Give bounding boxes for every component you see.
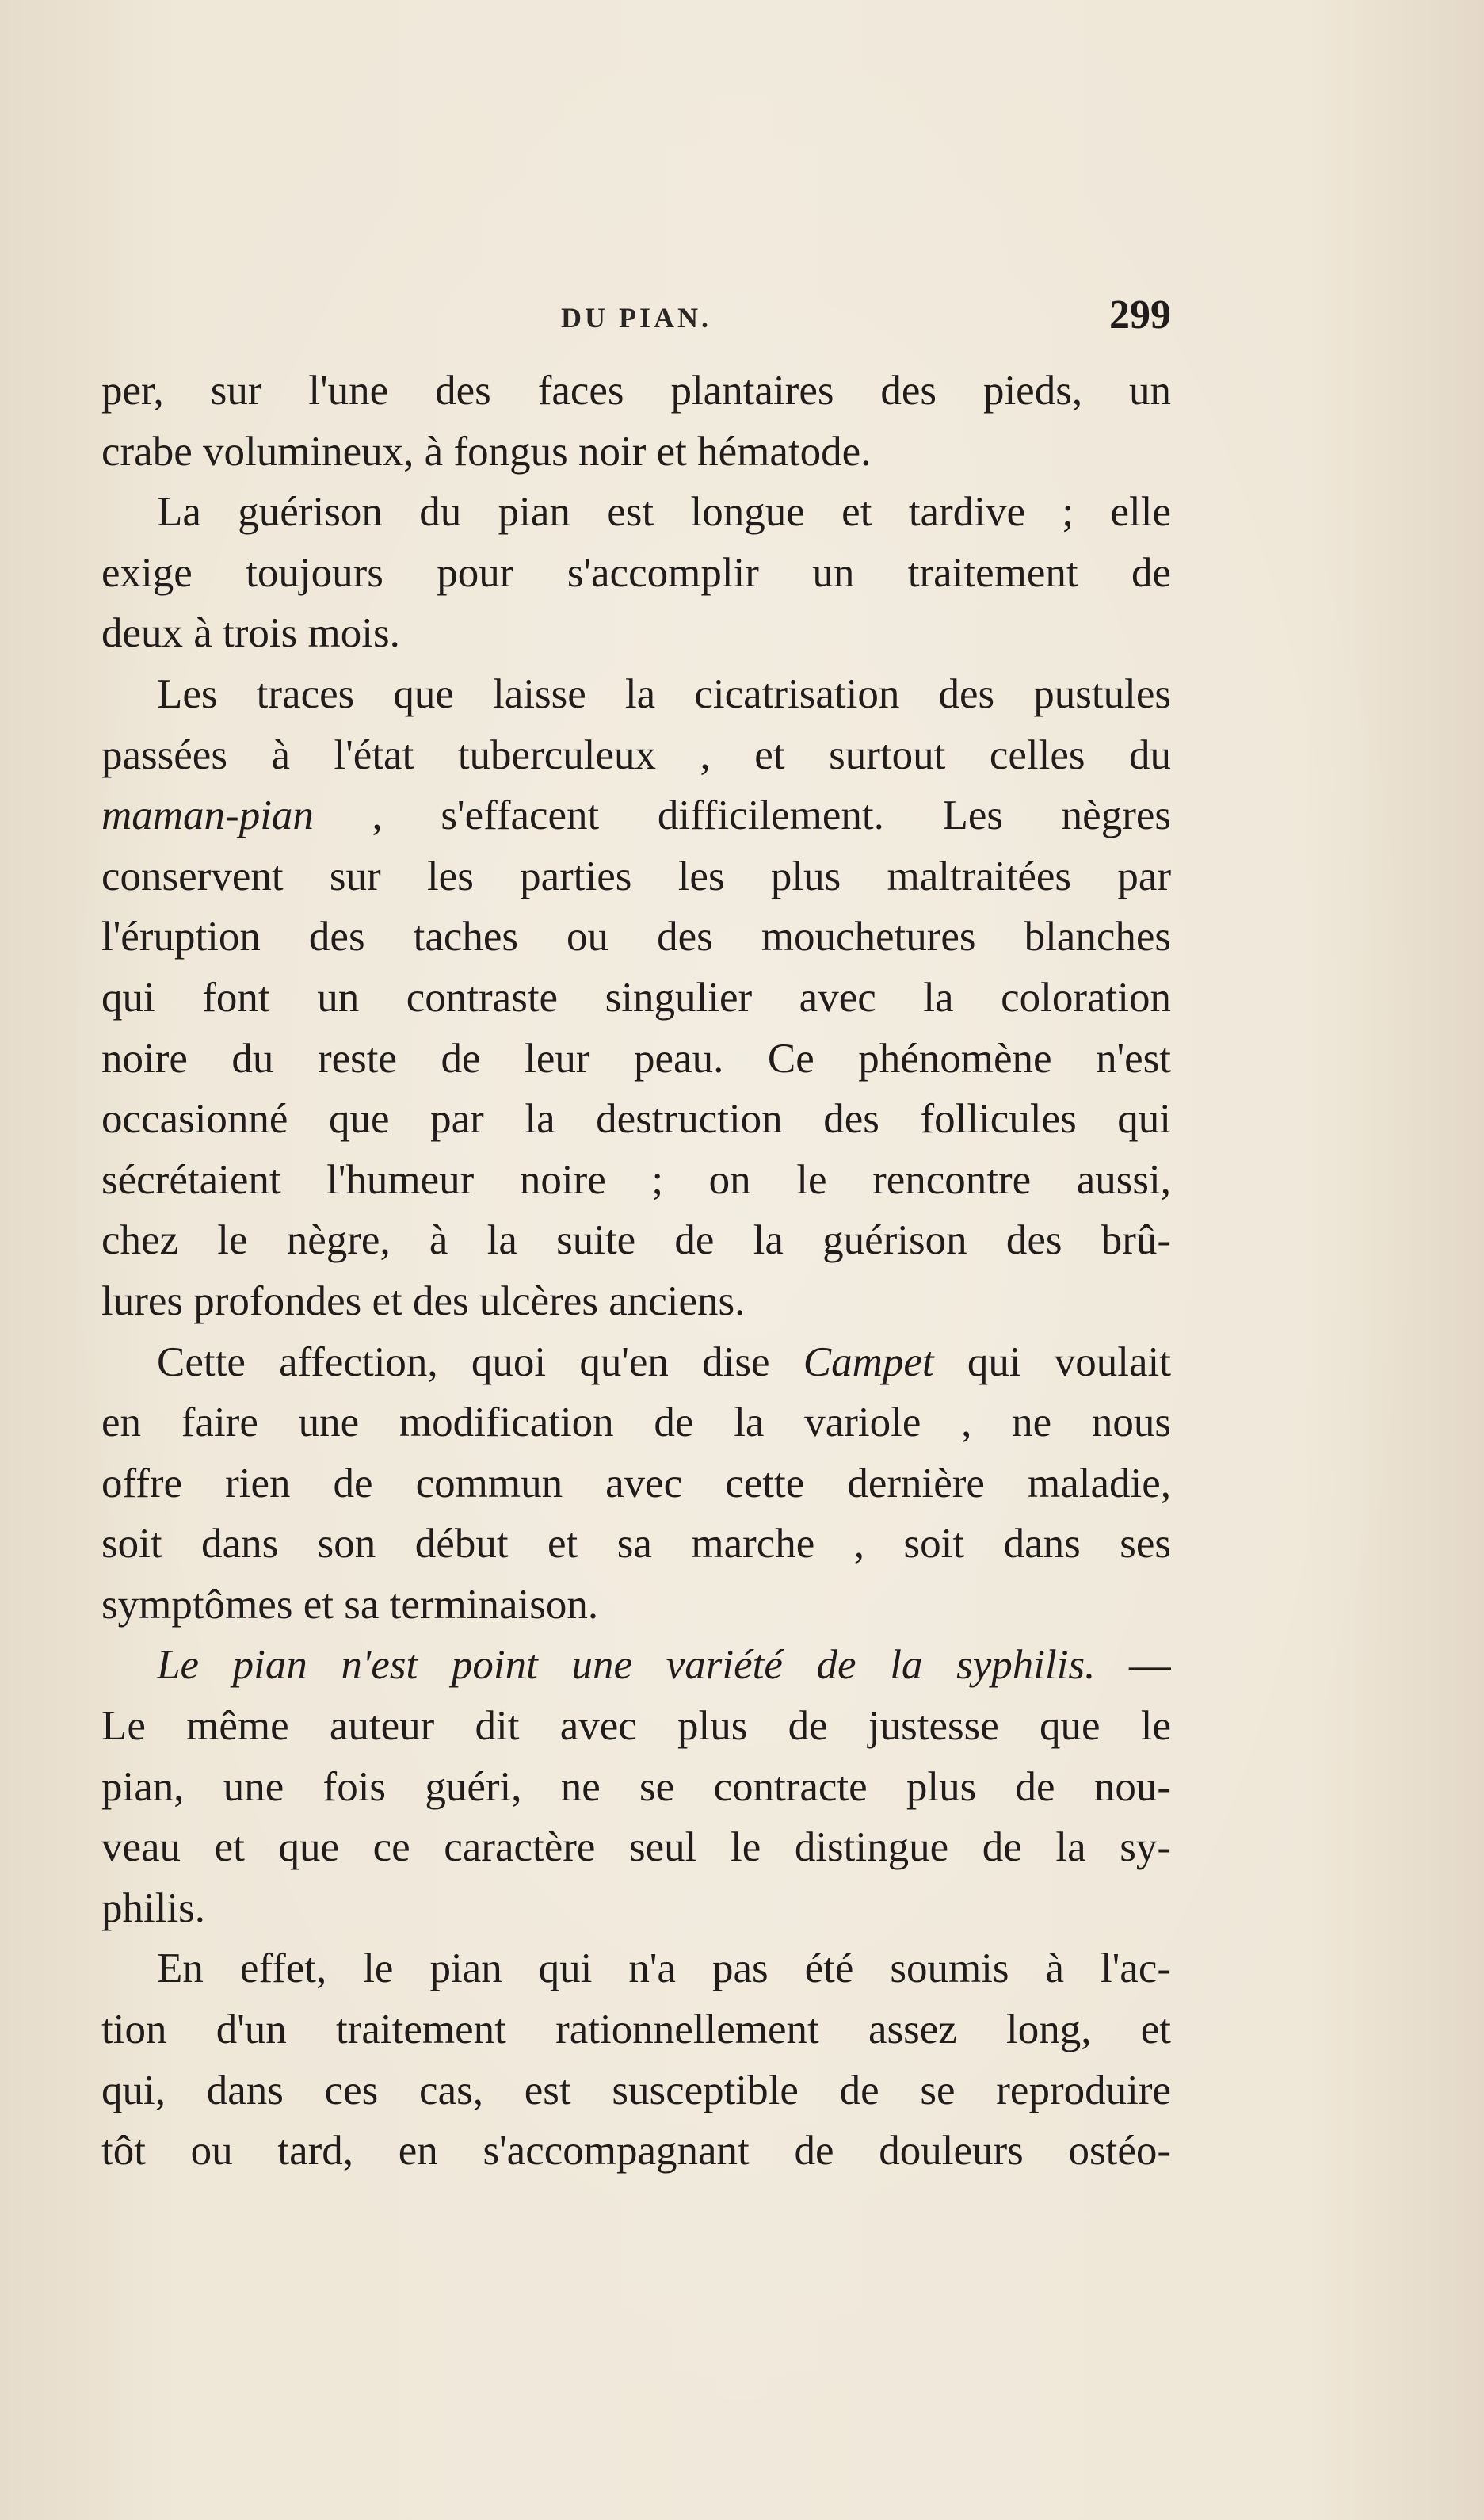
text-line: Le même auteur dit avec plus de justesse que le [101,1703,1171,1750]
text-line: exige toujours pour s'accomplir un traitement de [101,549,1171,596]
text-line: offre rien de commun avec cette dernière maladie, [101,1460,1171,1506]
text-line: sécrétaient l'humeur noire ; on le rencontre aussi, [101,1156,1171,1203]
text-line [101,1332,1171,1393]
text-line: l'éruption des taches ou des mouchetures blanches [101,914,1171,960]
text-fragment: — [1095,1642,1171,1689]
text-line: crabe volumineux, à fongus noir et hématode. [101,428,872,475]
text-line: chez le nègre, à la suite de la guérison des brû- [101,1217,1171,1264]
text-line: noire du reste de leur peau. Ce phénomène n'est [101,1035,1171,1082]
text-line: deux à trois mois. [101,610,400,657]
body-text [101,361,1171,2182]
text-fragment: qui voulait [933,1338,1171,1385]
text-line: tôt ou tard, en s'accompagnant de douleurs ostéo- [101,2128,1171,2174]
text-line: conservent sur les parties les plus maltraitées par [101,853,1171,899]
text-line: qui, dans ces cas, est susceptible de se reproduire [101,2067,1171,2113]
text-line: soit dans son début et sa marche , soit dans ses [101,1521,1171,1567]
text-line: pian, une fois guéri, ne se contracte plus de nou- [101,1763,1171,1810]
text-fragment: Cette affection, quoi qu'en dise [157,1338,803,1385]
text-line: tion d'un traitement rationnellement assez long, et [101,2006,1171,2053]
text-line [101,785,1171,846]
italic-term: maman-pian [101,792,314,839]
text-line: philis. [101,1884,206,1931]
italic-section-heading: Le pian n'est point une variété de la syphilis. [157,1642,1096,1689]
paragraph-5 [101,1635,1171,1938]
paragraph-2 [101,482,1171,664]
text-line: symptômes et sa terminaison. [101,1581,599,1628]
text-line: passées à l'état tuberculeux , et surtout celles du [101,731,1171,778]
text-fragment: , s'effacent difficilement. Les nègres [313,792,1171,839]
text-line: occasionné que par la destruction des follicules qui [101,1096,1171,1143]
text-line: La guérison du pian est longue et tardive ; elle [157,489,1171,536]
text-line: Les traces que laisse la cicatrisation des pustules [157,670,1171,717]
page-number: 299 [1109,292,1171,338]
running-header [101,292,1171,347]
text-line: lures profondes et des ulcères anciens. [101,1277,746,1324]
paragraph-1 [101,361,1171,482]
text-line: En effet, le pian qui n'a pas été soumis à l'ac- [157,1945,1171,1992]
text-line: veau et que ce caractère seul le distingue de la sy- [101,1824,1171,1871]
text-line: per, sur l'une des faces plantaires des pieds, un [101,368,1171,414]
paragraph-3 [101,664,1171,1332]
paragraph-6 [101,1938,1171,2181]
italic-author-name: Campet [803,1338,934,1385]
text-line: qui font un contraste singulier avec la coloration [101,974,1171,1021]
paragraph-4 [101,1332,1171,1636]
text-line [101,1635,1171,1696]
text-line: en faire une modification de la variole , ne nous [101,1399,1171,1446]
running-title: DU PIAN. [561,302,711,334]
